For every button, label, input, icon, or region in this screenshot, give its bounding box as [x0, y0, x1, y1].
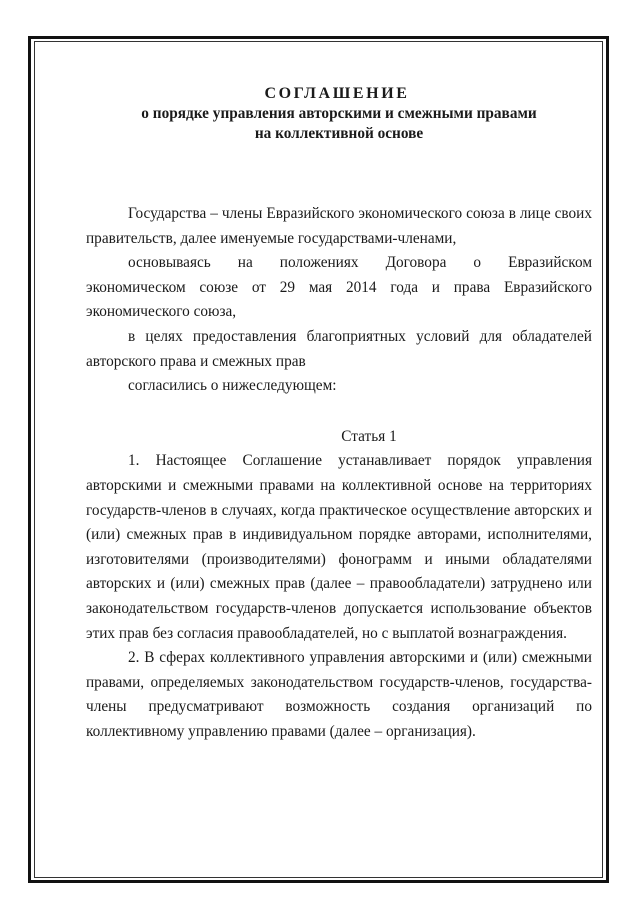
article-heading: Статья 1	[341, 427, 397, 445]
document-subtitle-line2: на коллективной основе	[254, 125, 424, 142]
preamble-word: основываясь	[128, 254, 211, 272]
preamble-word: Договора	[385, 254, 447, 272]
document-page	[86, 84, 592, 744]
preamble-word: Евразийском	[508, 254, 592, 272]
article-paragraph-2: 2. В сферах коллективного управления авторскими и (или) смежными правами, определяемых законодательством государств-членов, государства-члены предусматривают возможность создания организаций по коллективному управлению правами (далее – организация).	[86, 649, 592, 740]
document-title: СОГЛАШЕНИЕ	[264, 85, 410, 102]
preamble-paragraph-3: в целях предоставления благоприятных условий для обладателей авторского права и смежных прав	[86, 327, 592, 370]
preamble-paragraph-2-rest: экономическом союзе от 29 мая 2014 года и права Евразийского экономического союза,	[86, 278, 592, 321]
preamble-word: положениях	[279, 254, 359, 272]
preamble-paragraph-2-first-line	[86, 251, 592, 276]
preamble-word: на	[237, 254, 253, 272]
document-subtitle-line1: о порядке управления авторскими и смежными правами	[141, 105, 537, 122]
preamble-paragraph-1: Государства – члены Евразийского экономического союза в лице своих правительств, далее именуемые государствами-членами,	[86, 205, 592, 247]
preamble-word: о	[473, 254, 482, 272]
article-paragraph-1: 1. Настоящее Соглашение устанавливает порядок управления авторскими и смежными правами на коллективной основе на территориях государств-членов в случаях, когда практическое осуществление авторских и (или) смежных прав в индивидуальном порядке авторами, исполнителями, изготовителями (производителями) фонограмм и иными обладателями авторских и (или) смежных прав (далее – правообладатели) затруднено или законодательством государств-членов допускается использование объектов этих прав без согласия правообладателей, но с выплатой вознаграждения.	[86, 452, 592, 642]
preamble-paragraph-4: согласились о нижеследующем:	[128, 377, 337, 395]
